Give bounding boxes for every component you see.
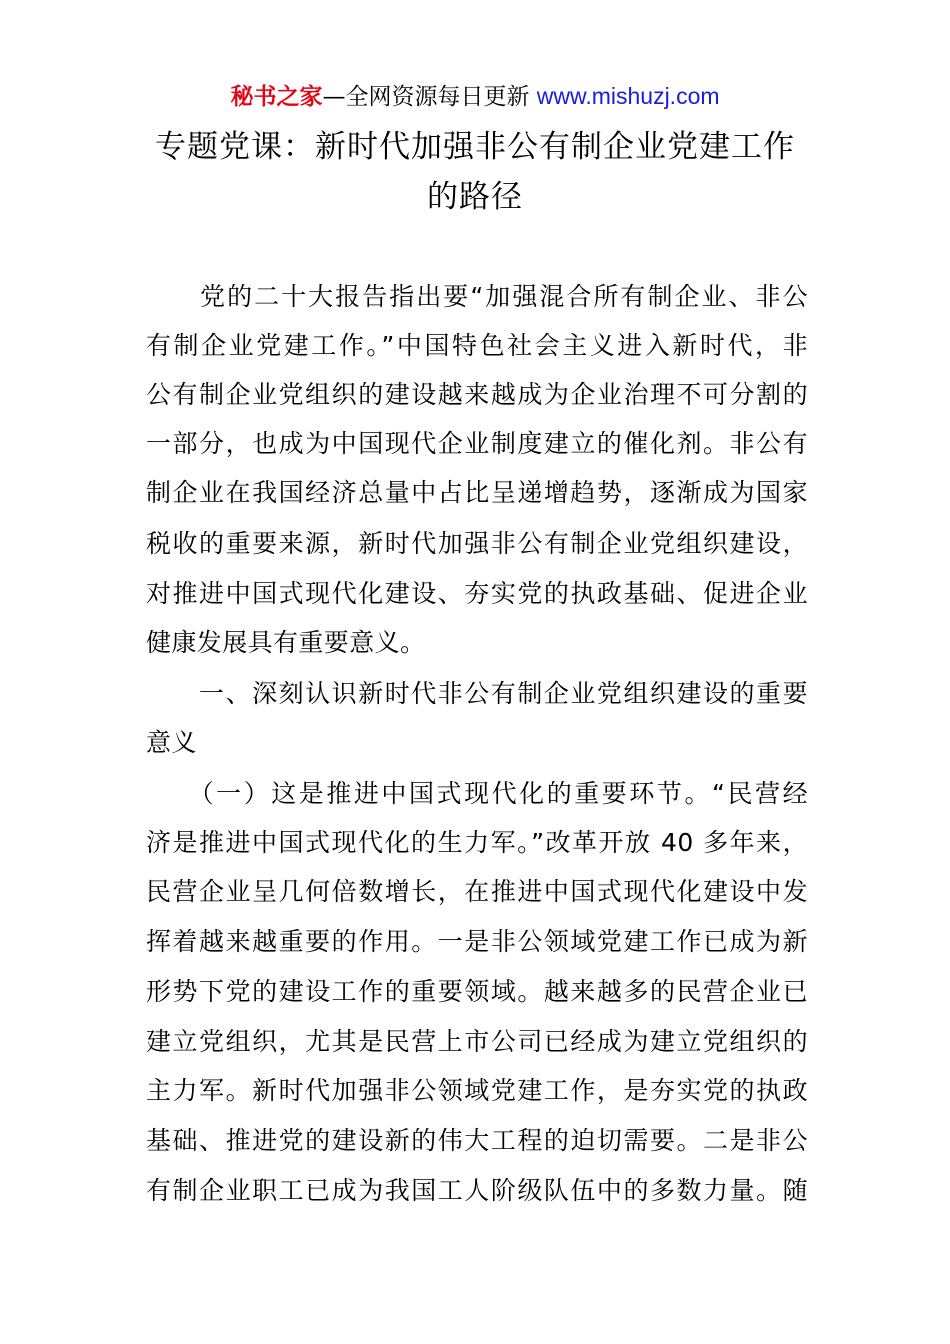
body-line: 济是推进中国式现代化的生力军。”改革开放 40 多年来，	[146, 828, 808, 857]
site-tagline: —全网资源每日更新	[322, 84, 537, 110]
body-line: 公有制企业党组织的建设越来越成为企业治理不可分割的	[146, 380, 808, 409]
body-line: 有制企业职工已成为我国工人阶级队伍中的多数力量。随	[146, 1176, 808, 1205]
body-line: 形势下党的建设工作的重要领域。越来越多的民营企业已	[146, 977, 808, 1006]
document-title-line-2: 的路径	[427, 179, 523, 215]
body-line: 挥着越来越重要的作用。一是非公领域党建工作已成为新	[146, 927, 808, 956]
body-line: 基础、推进党的建设新的伟大工程的迫切需要。二是非公	[146, 1126, 808, 1155]
body-line: 税收的重要来源，新时代加强非公有制企业党组织建设，	[146, 529, 808, 558]
body-line: 有制企业党建工作。”中国特色社会主义进入新时代，非	[146, 331, 808, 360]
subsection-heading-line: （一）这是推进中国式现代化的重要环节。“民营经	[146, 779, 808, 808]
section-heading-line: 一、深刻认识新时代非公有制企业党组织建设的重要	[146, 679, 808, 708]
section-heading-line: 意义	[146, 728, 197, 757]
document-title-line-1: 专题党课：新时代加强非公有制企业党建工作	[155, 129, 795, 165]
body-line: 主力军。新时代加强非公领域党建工作，是夯实党的执政	[146, 1076, 808, 1105]
body-line: 健康发展具有重要意义。	[146, 628, 426, 657]
body-line: 民营企业呈几何倍数增长，在推进中国式现代化建设中发	[146, 877, 808, 906]
site-brand: 秘书之家	[230, 84, 323, 110]
body-line: 党的二十大报告指出要“加强混合所有制企业、非公	[146, 282, 808, 311]
site-header	[0, 81, 950, 112]
body-line: 一部分，也成为中国现代企业制度建立的催化剂。非公有	[146, 429, 808, 458]
site-url-link[interactable]: www.mishuzj.com	[536, 83, 720, 109]
body-line: 制企业在我国经济总量中占比呈递增趋势，逐渐成为国家	[146, 478, 808, 507]
body-line: 建立党组织，尤其是民营上市公司已经成为建立党组织的	[146, 1027, 808, 1056]
body-line: 对推进中国式现代化建设、夯实党的执政基础、促进企业	[146, 579, 808, 608]
